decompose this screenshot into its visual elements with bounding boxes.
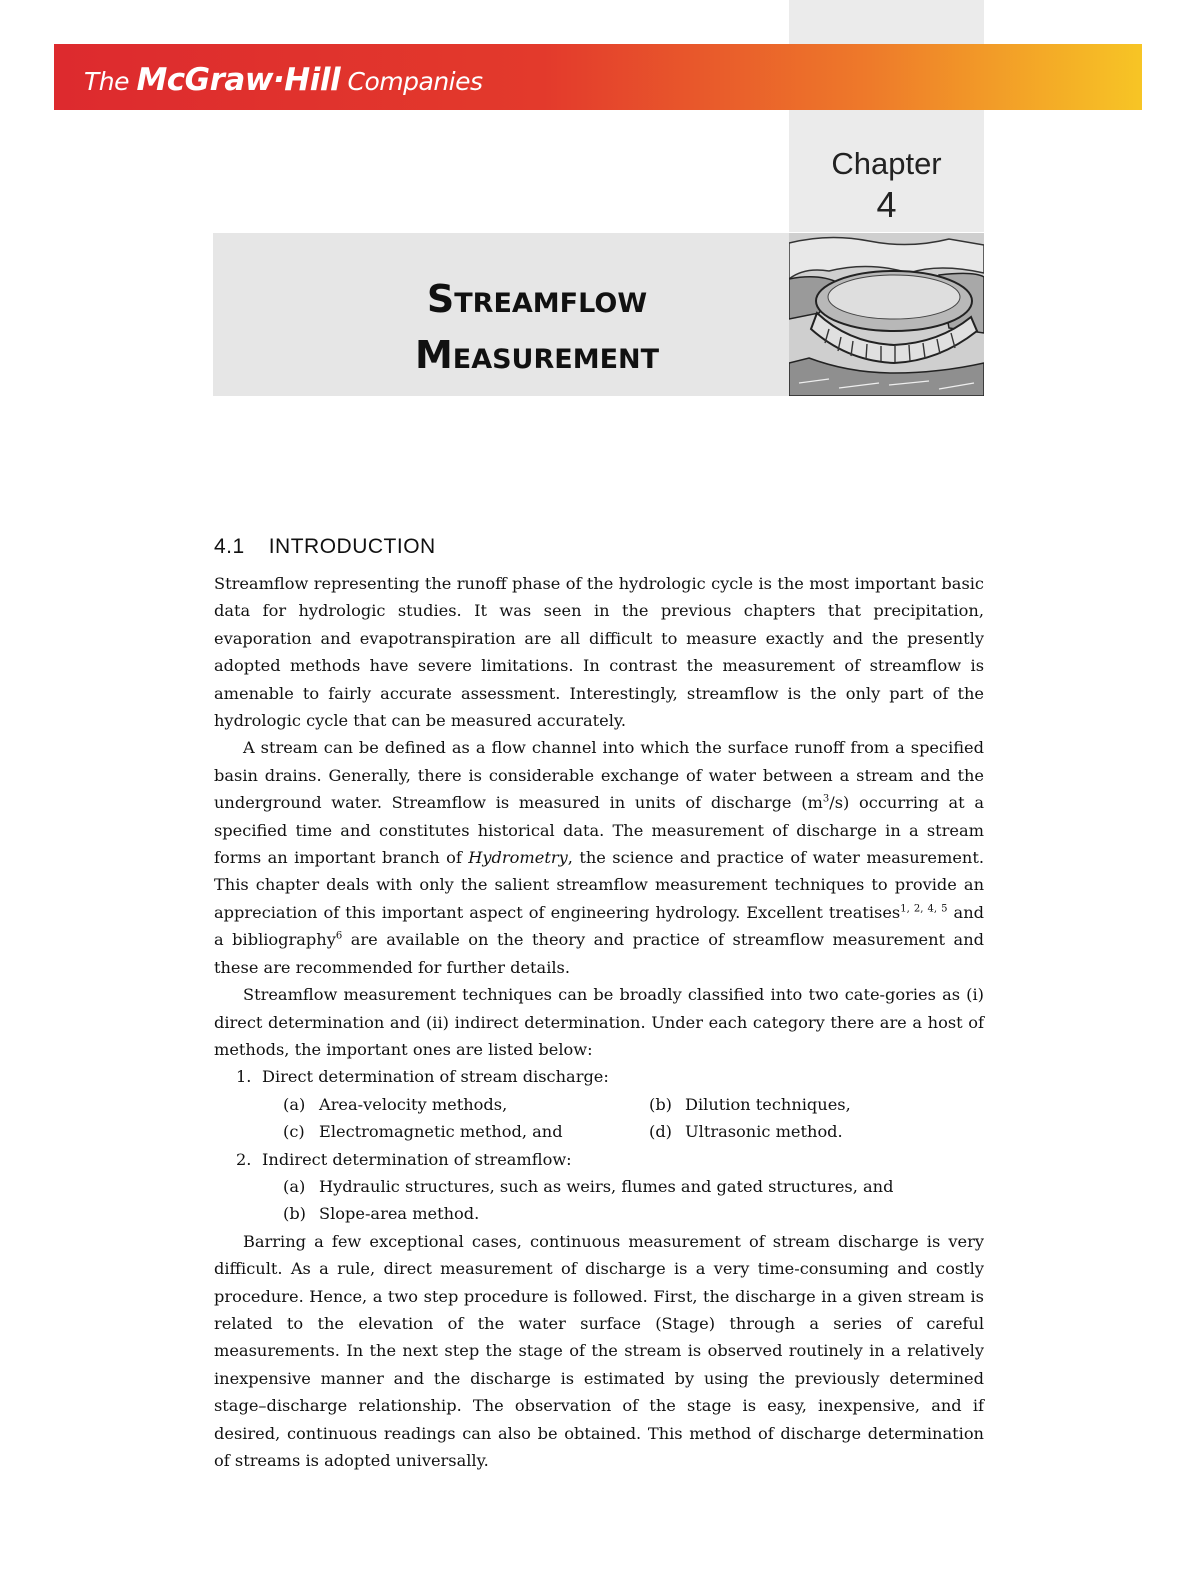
sublist-indirect-row-1 <box>214 1173 984 1200</box>
sublist-marker: (c) <box>283 1122 305 1142</box>
list-marker: 2. <box>236 1149 252 1169</box>
main-content <box>214 530 984 1474</box>
publisher-suffix: Companies <box>340 67 483 96</box>
sublist-item-dilution: Dilution techniques, <box>685 1094 851 1114</box>
reference-superscript-bibliography: 6 <box>335 930 343 942</box>
list-marker: 1. <box>236 1067 252 1087</box>
sublist-marker: (b) <box>649 1094 672 1114</box>
reference-superscript-treatises: 1, 2, 4, 5 <box>900 903 948 915</box>
section-number: 4.1 <box>214 535 245 558</box>
sublist-marker: (a) <box>283 1176 306 1196</box>
sublist-direct-row-2 <box>214 1118 984 1145</box>
paragraph-2 <box>214 734 984 981</box>
sublist-marker: (b) <box>283 1204 306 1224</box>
list-item-text: Direct determination of stream discharge: <box>262 1067 609 1087</box>
superscript-cubic: 3 <box>822 793 830 805</box>
sublist-item-ultrasonic: Ultrasonic method. <box>685 1122 843 1142</box>
list-item-text: Indirect determination of streamflow: <box>262 1149 572 1169</box>
publisher-prefix: The <box>84 67 137 96</box>
list-item-direct <box>214 1063 984 1090</box>
chapter-label: Chapter <box>831 146 942 181</box>
sublist-item-electromagnetic: Electromagnetic method, and <box>319 1122 563 1142</box>
paragraph-3: Streamflow measurement techniques can be broadly classified into two cate-gories as (i) direct determination and (ii) indirect determination. Under each category there are a host of methods, the important ones are listed below: <box>214 985 984 1059</box>
paragraph-2-text-1: A stream can be defined as a flow channel into which the surface runoff from a specified basin drains. Generally, there is considerable exchange of water between a stream and the underground water. Streamflow is measured in units of discharge (m <box>214 738 984 813</box>
methods-list <box>214 1063 984 1227</box>
dam-reservoir-svg <box>789 233 984 396</box>
paragraph-2-text-3: , the science and practice of water measurement. This chapter deals with only the salient streamflow measurement techniques to provide an appreciation of this important aspect of engineering hydrology. Excellent treatises <box>214 848 984 922</box>
sublist-item-hydraulic-structures: Hydraulic structures, such as weirs, flumes and gated structures, and <box>319 1176 894 1196</box>
paragraph-2-text-2: /s) occurring at a specified time and constitutes historical data. The measurement of discharge in a stream forms an important branch of <box>214 793 984 868</box>
chapter-number: 4 <box>876 184 897 225</box>
sublist-direct-row-1 <box>214 1091 984 1118</box>
sublist-item-area-velocity: Area-velocity methods, <box>319 1094 508 1114</box>
paragraph-2-text-4: and a bibliography <box>214 902 984 950</box>
chapter-title-line-1: Streamflow <box>426 277 648 321</box>
section-heading <box>214 530 984 564</box>
chapter-title-line-2: Measurement <box>414 333 660 377</box>
sublist-marker: (d) <box>649 1122 672 1142</box>
paragraph-2-text-5: are available on the theory and practice of streamflow measurement and these are recommended for further details. <box>214 930 984 977</box>
section-title: INTRODUCTION <box>268 535 436 558</box>
sublist-indirect-row-2 <box>214 1200 984 1227</box>
chapter-title-block <box>213 233 789 396</box>
publisher-banner <box>54 44 1142 110</box>
sublist-marker: (a) <box>283 1094 306 1114</box>
dam-reservoir-icon <box>789 233 984 396</box>
paragraph-1: Streamflow representing the runoff phase of the hydrologic cycle is the most important basic data for hydrologic studies. It was seen in the previous chapters that precipitation, evaporation and evapotranspiration are all difficult to measure exactly and the presently adopted methods have severe limitations. In contrast the measurement of streamflow is amenable to fairly accurate assessment. Interestingly, streamflow is the only part of the hydrologic cycle that can be measured accurately. <box>214 574 984 731</box>
publisher-logo-text <box>84 62 483 98</box>
paragraph-4: Barring a few exceptional cases, continuous measurement of stream discharge is very difficult. As a rule, direct measurement of discharge is a very time-consuming and costly procedure. Hence, a two step procedure is followed. First, the discharge in a given stream is related to the elevation of the water surface (Stage) through a series of careful measurements. In the next step the stage of the stream is observed routinely in a relatively inexpensive manner and the discharge is estimated by using the previously determined stage–discharge relationship. The observation of the stage is easy, inexpensive, and if desired, continuous readings can also be obtained. This method of discharge determination of streams is adopted universally. <box>214 1231 984 1470</box>
chapter-title <box>213 271 861 383</box>
list-item-indirect <box>214 1146 984 1173</box>
sublist-item-slope-area: Slope-area method. <box>319 1204 480 1224</box>
hydrometry-term: Hydrometry <box>468 848 568 868</box>
publisher-mid: McGraw·Hill <box>136 62 341 98</box>
